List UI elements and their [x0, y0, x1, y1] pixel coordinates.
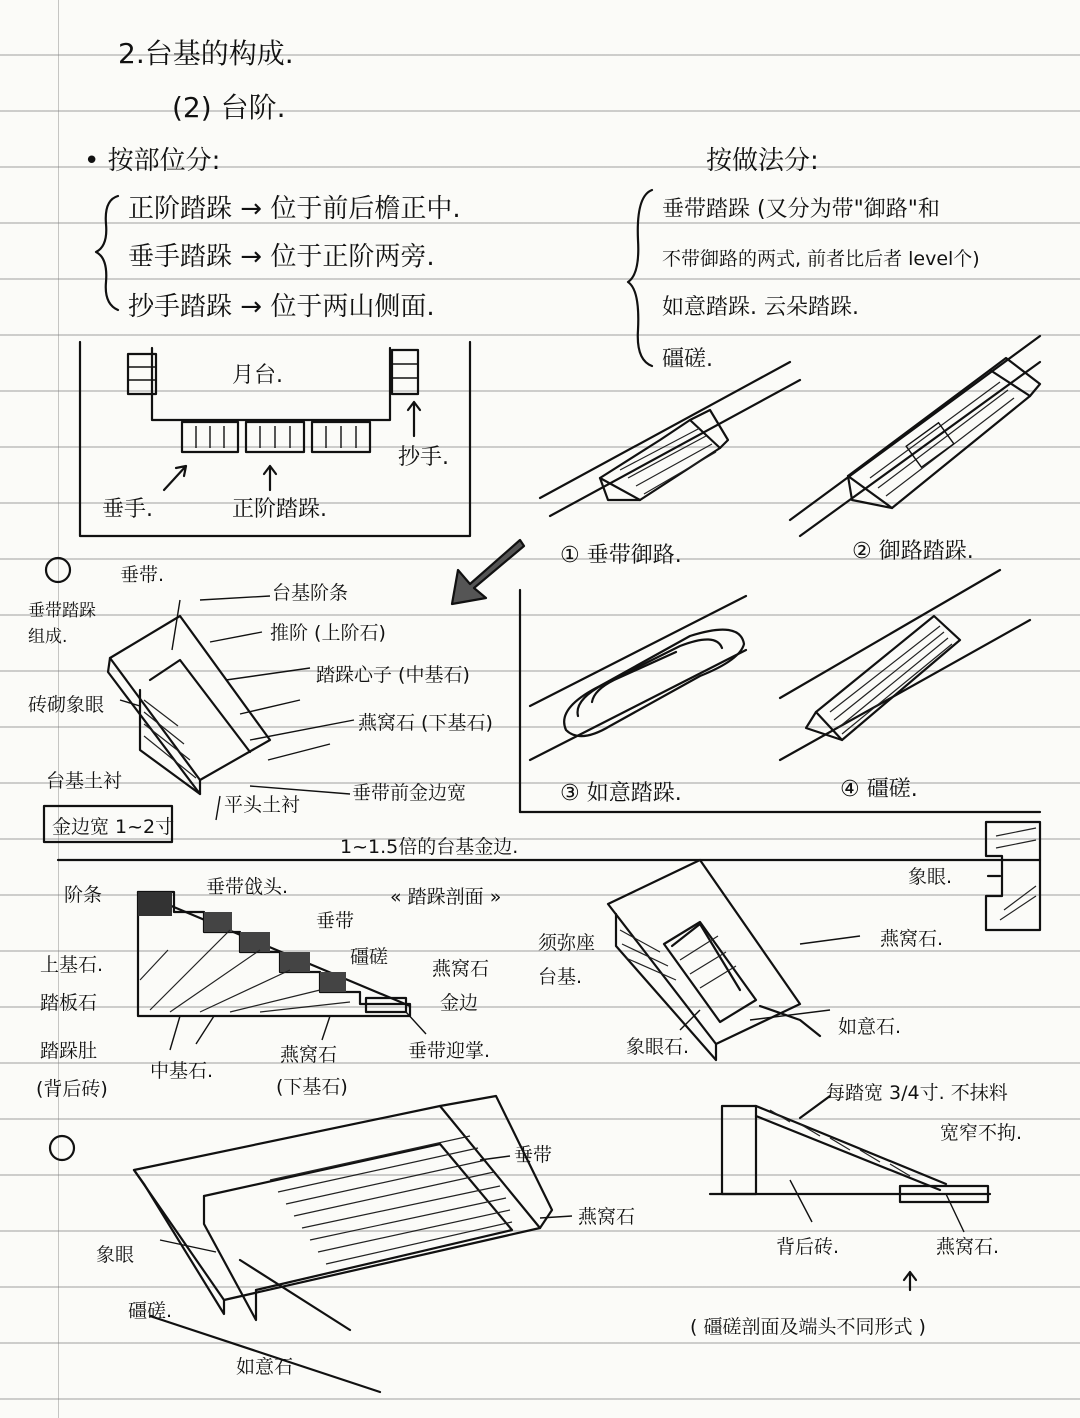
left-item-2: 垂手踏跺 → 位于正阶两旁.: [128, 242, 435, 272]
diagram-1-title: 垂带踏跺 组成.: [28, 601, 96, 647]
d4-yanwoshi: 燕窝石: [578, 1206, 636, 1228]
page-subheading: (2) 台阶.: [172, 91, 286, 124]
d2-chuidai: 垂带: [316, 910, 355, 932]
d2-chuidai-xietou: 垂带戗头.: [206, 876, 289, 898]
plan-side-label: 垂手.: [102, 497, 153, 522]
d5-beidizhuan: 背后砖.: [776, 1236, 840, 1258]
d5-note-b: 宽窄不拘.: [940, 1122, 1023, 1144]
d1-pingtuchen: 平头土衬: [224, 794, 301, 816]
d5-caption: ( 礓磋剖面及端头不同形式 ): [690, 1316, 926, 1338]
plan-lateral-label: 抄手.: [398, 445, 449, 470]
right-line-3: 如意踏跺. 云朵踏跺.: [662, 295, 859, 320]
d2-beidizhuan: (背后砖): [36, 1078, 108, 1100]
d1-xiajishi: 燕窝石 (下基石): [358, 712, 493, 734]
d1-xiangyan: 砖砌象眼: [28, 694, 105, 716]
d1-tuchen: 台基土衬: [46, 770, 123, 792]
d2-chuidai-bianjiao: 垂带迎掌.: [408, 1040, 491, 1062]
left-section-title: • 按部位分:: [84, 146, 221, 176]
d1-jinbian-width: 金边宽 1~2寸: [52, 816, 175, 838]
right-brace: [628, 190, 652, 366]
d2-title: « 踏跺剖面 »: [390, 886, 502, 908]
page-heading: 2.台基的构成.: [118, 37, 294, 70]
d2-yanwoshi: 燕窝石: [432, 958, 490, 980]
type-panel-3: [530, 596, 746, 760]
d3-xiangyan: 象眼.: [908, 866, 953, 888]
d3-xiangyanshi: 象眼石.: [626, 1036, 690, 1058]
d2-taduo-di: 踏跺肚: [40, 1040, 98, 1062]
d2-jiangcuo: 礓磋: [350, 946, 389, 968]
right-line-1: 垂带踏跺 (又分为带"御路"和: [662, 197, 940, 222]
right-section-title: 按做法分:: [706, 146, 819, 176]
d5-note-a: 每踏宽 3/4寸. 不抹料: [826, 1082, 1008, 1104]
d1-jinbian: 垂带前金边宽: [352, 782, 467, 804]
d3-yanwoshi: 燕窝石.: [880, 928, 944, 950]
d2-shangjishi: 上基石.: [40, 954, 104, 976]
d1-chuidai: 垂带.: [120, 564, 165, 586]
type-panel-label-3: ③ 如意踏跺.: [560, 781, 682, 806]
d5-yanwoshi: 燕窝石.: [936, 1236, 1000, 1258]
d1-shangjieshi: 推阶 (上阶石): [270, 622, 386, 644]
d1-taiji-jietiao: 台基阶条: [272, 582, 349, 604]
plan-center-label: 正阶踏跺.: [232, 497, 327, 522]
d2-zhongjishi: 中基石.: [150, 1060, 214, 1082]
type-panel-top-1: [540, 362, 800, 516]
type-panel-label-4: ④ 礓磋.: [840, 777, 918, 802]
type-panel-top-2: [790, 336, 1040, 536]
diagram-3: [608, 822, 1040, 1060]
d2-jinbian: 金边: [440, 992, 479, 1014]
d1-zhongjishi: 踏跺心子 (中基石): [316, 664, 470, 686]
right-line-2: 不带御路的两式, 前者比后者 level个): [662, 248, 980, 270]
type-panel-label-2: ② 御路踏跺.: [852, 539, 974, 564]
d2-xiajishi-b: (下基石): [276, 1076, 348, 1098]
d4-jiangcuo: 礓磋.: [128, 1300, 173, 1322]
left-item-1: 正阶踏跺 → 位于前后檐正中.: [128, 194, 461, 224]
d2-xiajishi-a: 燕窝石: [280, 1044, 338, 1066]
d4-chuidai: 垂带: [514, 1144, 553, 1166]
type-panel-4: [780, 570, 1030, 760]
type-panel-label-1: ① 垂带御路.: [560, 543, 682, 568]
d2-tabanshi: 踏板石: [40, 992, 98, 1014]
d3-ruyishi: 如意石.: [838, 1016, 902, 1038]
d2-jietiao: 阶条: [64, 884, 103, 906]
left-brace: [96, 196, 118, 310]
right-line-4: 礓磋.: [662, 347, 713, 372]
plan-platform-label: 月台.: [232, 363, 283, 388]
diagram-2: [138, 892, 426, 1050]
left-item-3: 抄手踏跺 → 位于两山侧面.: [128, 292, 435, 322]
d1-jinbian-note: 1~1.5倍的台基金边.: [340, 836, 519, 858]
d4-ruyishi: 如意石: [236, 1356, 294, 1378]
d3-dangjiaodu: 须弥座 台基.: [538, 932, 596, 988]
down-left-arrow: [452, 540, 524, 604]
d4-xiangyan: 象眼: [96, 1244, 135, 1266]
